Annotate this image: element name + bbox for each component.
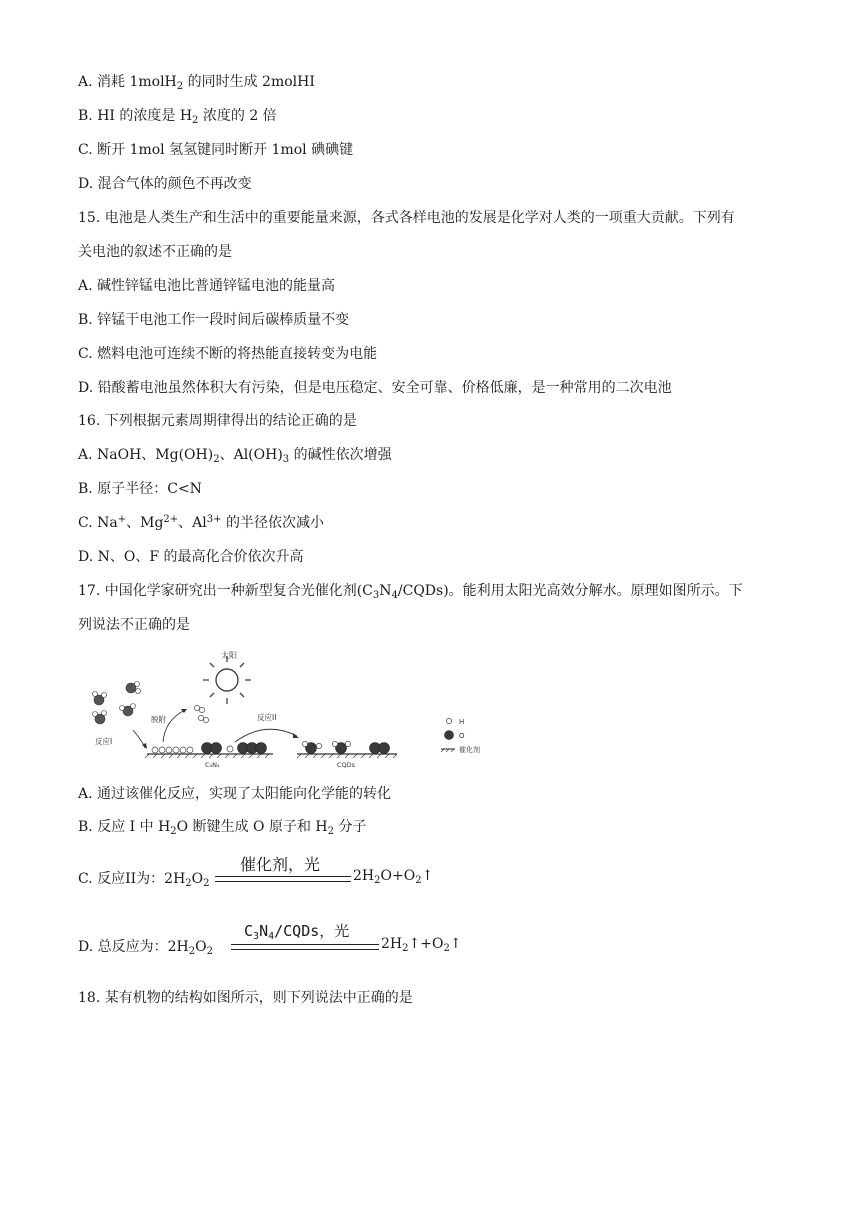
equation-product [353, 868, 433, 884]
equation-condition: 催化剂，光 [240, 855, 321, 874]
superscript: + [117, 514, 127, 525]
legend-catalyst-label: 催化剂 [459, 746, 480, 754]
reaction1-label: 反应I [95, 737, 113, 746]
subscript: 4 [268, 931, 275, 942]
text: O+O [380, 868, 416, 884]
hydrogen-molecules [194, 705, 208, 722]
subscript: 2 [203, 878, 210, 889]
arrowhead-icon [181, 709, 187, 713]
subscript: 3 [372, 590, 380, 601]
oxygen-atom-icon [445, 731, 454, 740]
q15-stem-line1: 15. 电池是人类生产和生活中的重要能量来源，各式各样电池的发展是化学对人类的一项重大贡献。下列有 [78, 210, 735, 226]
adsorb-label: 脱附 [151, 715, 166, 724]
water-molecules [93, 682, 141, 725]
text: 2H [381, 936, 403, 952]
text: /CQDs，光 [274, 922, 350, 940]
reaction2-arrow [235, 729, 297, 742]
subscript: 4 [391, 590, 398, 601]
subscript: 2 [170, 826, 177, 837]
superscript: 3+ [206, 514, 222, 525]
text: D. 总反应为：2H [78, 939, 189, 955]
subscript: 2 [402, 943, 409, 954]
legend-h-label: H [459, 718, 465, 726]
q15-option-b: B. 锌锰干电池工作一段时间后碳棒质量不变 [78, 312, 350, 328]
q15-option-a: A. 碱性锌锰电池比普通锌锰电池的能量高 [78, 278, 336, 294]
text: 浓度的 2 倍 [198, 108, 277, 124]
text: A. NaOH、Mg(OH) [78, 447, 214, 463]
text: 的半径依次减小 [221, 515, 324, 531]
text: O [195, 939, 207, 955]
text: N [379, 583, 392, 599]
q17-option-d [78, 920, 498, 956]
q17-option-c [78, 852, 478, 888]
q15-option-c: C. 燃料电池可连续不断的将热能直接转变为电能 [78, 346, 378, 362]
text: B. 反应 I 中 H [78, 819, 171, 835]
q16-option-b: B. 原子半径：C<N [78, 481, 202, 497]
text: 的同时生成 2molHI [183, 74, 315, 90]
q15-stem-line2: 关电池的叙述不正确的是 [78, 244, 232, 260]
c3n4-surface [145, 743, 273, 759]
q17-stem-line1 [78, 581, 743, 601]
equation-double-bar [215, 876, 351, 882]
equation-product [381, 936, 462, 952]
reaction2-label: 反应II [257, 713, 277, 722]
equation-condition [244, 920, 349, 941]
text: 17. 中国化学家研究出一种新型复合光催化剂(C [78, 583, 373, 599]
subscript: 3 [253, 931, 260, 942]
equation-reactant [78, 868, 210, 888]
sun-label: 太阳 [221, 651, 237, 660]
text: 、Al(OH) [219, 447, 283, 463]
q16-option-a [78, 445, 392, 465]
text: ↑+O [408, 936, 444, 952]
text: O 断键生成 O 原子和 H [176, 819, 328, 835]
text: 2H [353, 868, 375, 884]
equation-double-bar [231, 944, 379, 950]
text: B. HI 的浓度是 H [78, 108, 193, 124]
text: 、Mg [126, 515, 164, 531]
arrowhead-icon [293, 733, 299, 738]
desorb-arrow [163, 710, 185, 742]
q16-option-c [78, 513, 324, 533]
subscript: 3 [282, 454, 290, 465]
text: N [259, 922, 269, 940]
q14-option-b [78, 106, 277, 126]
legend [441, 718, 480, 754]
text: A. 消耗 1molH [78, 74, 177, 90]
legend-o-label: O [459, 732, 465, 740]
text: C. Na [78, 515, 118, 531]
q17-stem-line2: 列说法不正确的是 [78, 617, 190, 633]
gas-arrow-icon: ↑ [449, 936, 462, 952]
catalyst-icon [441, 749, 455, 752]
text: O [191, 871, 204, 887]
text: C. 反应II为：2H [78, 871, 186, 887]
c3n4-label: C₃N₄ [205, 761, 220, 769]
subscript: 2 [188, 946, 196, 957]
text: 、Al [178, 515, 207, 531]
gas-arrow-icon: ↑ [421, 868, 434, 884]
subscript: 2 [213, 454, 220, 465]
text: 分子 [334, 819, 367, 835]
subscript: 2 [185, 878, 192, 889]
text: /CQDs)。能利用太阳光高效分解水。原理如图所示。下 [397, 583, 743, 599]
cqds-label: CQDs [337, 761, 356, 769]
q14-option-d: D. 混合气体的颜色不再改变 [78, 176, 252, 192]
subscript: 2 [327, 826, 334, 837]
subscript: 2 [192, 115, 199, 126]
text: C [244, 922, 254, 940]
sun-icon [203, 656, 251, 704]
photocatalysis-diagram [85, 648, 505, 770]
photocatalysis-figure [85, 648, 505, 770]
subscript: 2 [415, 875, 422, 886]
subscript: 2 [443, 943, 450, 954]
q18-stem: 18. 某有机物的结构如图所示，则下列说法中正确的是 [78, 990, 413, 1006]
q16-option-d: D. N、O、F 的最高化合价依次升高 [78, 549, 304, 565]
hydrogen-atom-icon [446, 718, 451, 723]
superscript: 2+ [163, 514, 179, 525]
q17-option-b [78, 817, 366, 837]
q14-option-a [78, 72, 315, 92]
subscript: 2 [176, 81, 184, 92]
q16-stem: 16. 下列根据元素周期律得出的结论正确的是 [78, 413, 357, 429]
q17-option-a: A. 通过该催化反应，实现了太阳能向化学能的转化 [78, 786, 392, 802]
equation-reactant [78, 936, 213, 956]
subscript: 2 [374, 875, 381, 886]
q15-option-d: D. 铅酸蓄电池虽然体积大有污染，但是电压稳定、安全可靠、价格低廉，是一种常用的二次电池 [78, 380, 672, 396]
subscript: 2 [206, 946, 213, 957]
q14-option-c: C. 断开 1mol 氢氢键同时断开 1mol 碘碘键 [78, 142, 354, 158]
cqds-surface [297, 741, 397, 758]
text: 的碱性依次增强 [289, 447, 392, 463]
